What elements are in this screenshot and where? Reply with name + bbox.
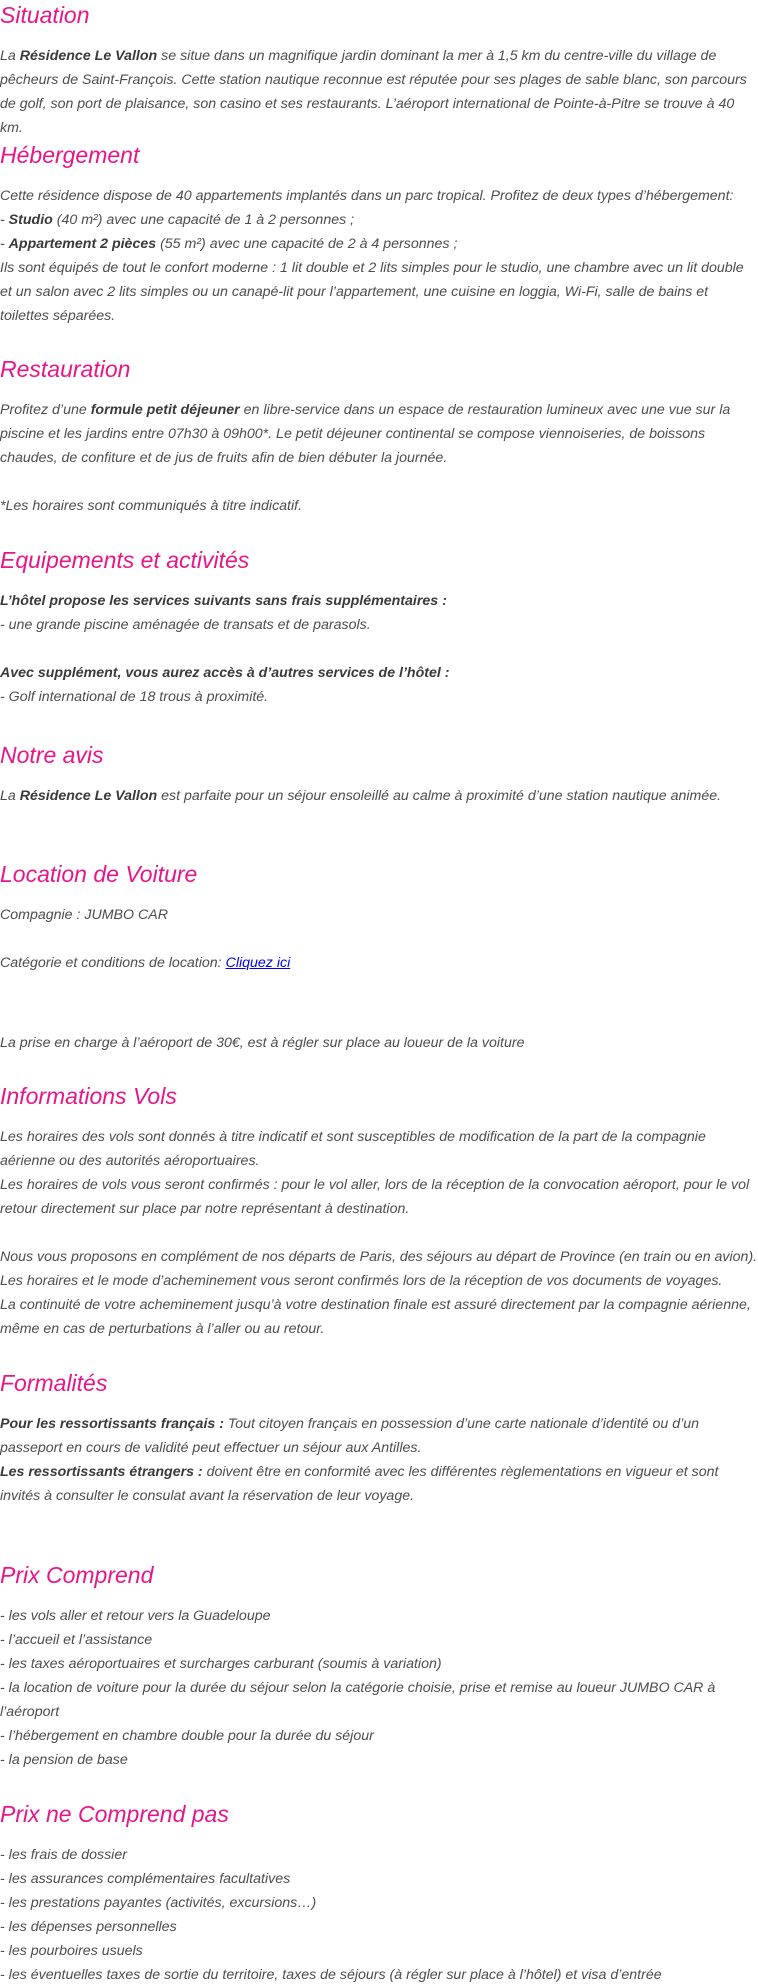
avis-text-a: La: [0, 788, 20, 804]
equipements-paid-item: - Golf international de 18 trous à proximité.: [0, 689, 269, 705]
list-item: - les assurances complémentaires facultatives: [0, 1871, 291, 1887]
formalites-etrangers: [0, 1460, 758, 1508]
section-prix-ne-comprend: [0, 1799, 758, 1987]
appartement-name: Appartement 2 pièces: [8, 236, 157, 252]
list-item: - les frais de dossier: [0, 1847, 127, 1863]
formalites-etrangers-text: doivent être en conformité avec les différentes règlementations en vigueur et sont invités à consulter le consulat avant la réservation de leur voyage.: [0, 1464, 719, 1504]
situation-title: Situation: [0, 2, 90, 28]
avis-residence-name: Résidence Le Vallon: [19, 788, 158, 804]
list-item: - les éventuelles taxes de sortie du territoire, taxes de séjours (à régler sur place à l’hôtel) et visa d’entrée: [0, 1967, 662, 1983]
formalites-etrangers-label: Les ressortissants étrangers :: [0, 1464, 203, 1480]
vols-p3: Nous vous proposons en complément de nos départs de Paris, des séjours au départ de Province (en train ou en avion).: [0, 1249, 758, 1265]
equipements-free-heading: L’hôtel propose les services suivants sans frais supplémentaires :: [0, 593, 447, 609]
apt-dash: -: [0, 236, 9, 252]
formalites-francais: [0, 1412, 758, 1460]
location-conditions-label: Catégorie et conditions de location:: [0, 955, 226, 971]
section-restauration: [0, 354, 758, 518]
equipements-title: Equipements et activités: [0, 547, 250, 573]
list-item: - les prestations payantes (activités, excursions…): [0, 1895, 317, 1911]
list-item: - la location de voiture pour la durée du séjour selon la catégorie choisie, prise et remise au loueur JUMBO CAR à l’aéroport: [0, 1680, 716, 1720]
section-hebergement: [0, 140, 758, 328]
appartement-text: (55 m²) avec une capacité de 2 à 4 personnes ;: [156, 236, 458, 252]
section-vols: [0, 1081, 758, 1341]
list-item: - l’accueil et l’assistance: [0, 1632, 153, 1648]
studio-dash: -: [0, 212, 9, 228]
restauration-text-c: en libre-service dans un espace de restauration lumineux avec une vue sur la piscine et les jardins entre 07h30 à 09h00*. Le petit déjeuner continental se compose viennoiseries, de boissons chaudes, de confiture et de jus de fruits afin de bien débuter la journée.: [0, 402, 731, 466]
list-item: - les taxes aéroportuaires et surcharges carburant (soumis à variation): [0, 1656, 442, 1672]
situation-text: [0, 44, 758, 140]
formalites-title: Formalités: [0, 1370, 108, 1396]
hebergement-appartement: [0, 232, 758, 256]
section-location: [0, 859, 758, 1055]
location-conditions: [0, 951, 758, 975]
restauration-text: [0, 398, 758, 470]
vols-p5: La continuité de votre acheminement jusqu’à votre destination finale est assuré directement par la compagnie aérienne, même en cas de perturbations à l’aller ou au retour.: [0, 1297, 751, 1337]
location-title: Location de Voiture: [0, 861, 198, 887]
formalites-francais-text: Tout citoyen français en possession d’une carte nationale d’identité ou d’un passeport en cours de validité peut effectuer un séjour aux Antilles.: [0, 1416, 700, 1456]
hebergement-equipement: Ils sont équipés de tout le confort moderne : 1 lit double et 2 lits simples pour le studio, une chambre avec un lit double et un salon avec 2 lits simples ou un canapé-lit pour l’appartement, une cuisine en loggia, Wi-Fi, salle de bains et toilettes séparées.: [0, 260, 744, 324]
situation-text-c: se situe dans un magnifique jardin dominant la mer à 1,5 km du centre-ville du village de pêcheurs de Saint-François. Cette station nautique reconnue est réputée pour ses plages de sable blanc, son parcours de golf, son port de plaisance, son casino et ses restaurants. L’aéroport international de Pointe-à-Pitre se trouve à 40 km.: [0, 48, 747, 136]
equipements-paid-title: [0, 661, 758, 685]
vols-p4: Les horaires et le mode d’acheminement vous seront confirmés lors de la réception de vos documents de voyages.: [0, 1273, 723, 1289]
hebergement-title: Hébergement: [0, 142, 140, 168]
conditions-link[interactable]: Cliquez ici: [225, 955, 291, 971]
hebergement-intro: Cette résidence dispose de 40 appartements implantés dans un parc tropical. Profitez de deux types d’hébergement:: [0, 188, 734, 204]
ne-comprend-title: Prix ne Comprend pas: [0, 1801, 229, 1827]
section-equipements: [0, 545, 758, 709]
section-avis: [0, 740, 758, 808]
formule-petit-dejeuner: formule petit déjeuner: [90, 402, 240, 418]
equipements-paid-heading: Avec supplément, vous aurez accès à d’autres services de l’hôtel :: [0, 665, 450, 681]
location-company: Compagnie : JUMBO CAR: [0, 907, 168, 923]
avis-title: Notre avis: [0, 742, 104, 768]
formalites-francais-label: Pour les ressortissants français :: [0, 1416, 224, 1432]
situation-text-a: La: [0, 48, 20, 64]
vols-title: Informations Vols: [0, 1083, 177, 1109]
restauration-note: *Les horaires sont communiqués à titre indicatif.: [0, 498, 303, 514]
section-situation: [0, 0, 758, 140]
equipements-free-title: [0, 589, 758, 613]
list-item: - les vols aller et retour vers la Guadeloupe: [0, 1608, 271, 1624]
vols-p2: Les horaires de vols vous seront confirmés : pour le vol aller, lors de la réception de la convocation aéroport, pour le vol retour directement sur place par notre représentant à destination.: [0, 1177, 750, 1217]
hebergement-studio: [0, 208, 758, 232]
restauration-title: Restauration: [0, 356, 131, 382]
list-item: - les dépenses personnelles: [0, 1919, 177, 1935]
location-pickup: La prise en charge à l’aéroport de 30€, est à régler sur place au loueur de la voiture: [0, 1035, 525, 1051]
section-formalites: [0, 1368, 758, 1508]
avis-text: [0, 784, 758, 808]
equipements-free-item: - une grande piscine aménagée de transats et de parasols.: [0, 617, 371, 633]
vols-p1: Les horaires des vols sont donnés à titre indicatif et sont susceptibles de modification de la part de la compagnie aérienne ou des autorités aéroportuaires.: [0, 1129, 706, 1169]
list-item: - les pourboires usuels: [0, 1943, 143, 1959]
section-prix-comprend: [0, 1560, 758, 1772]
comprend-title: Prix Comprend: [0, 1562, 154, 1588]
list-item: - l’hébergement en chambre double pour la durée du séjour: [0, 1728, 374, 1744]
studio-name: Studio: [8, 212, 53, 228]
residence-name: Résidence Le Vallon: [19, 48, 158, 64]
restauration-text-a: Profitez d’une: [0, 402, 91, 418]
studio-text: (40 m²) avec une capacité de 1 à 2 personnes ;: [52, 212, 355, 228]
list-item: - la pension de base: [0, 1752, 128, 1768]
avis-text-c: est parfaite pour un séjour ensoleillé au calme à proximité d’une station nautique animée.: [157, 788, 722, 804]
